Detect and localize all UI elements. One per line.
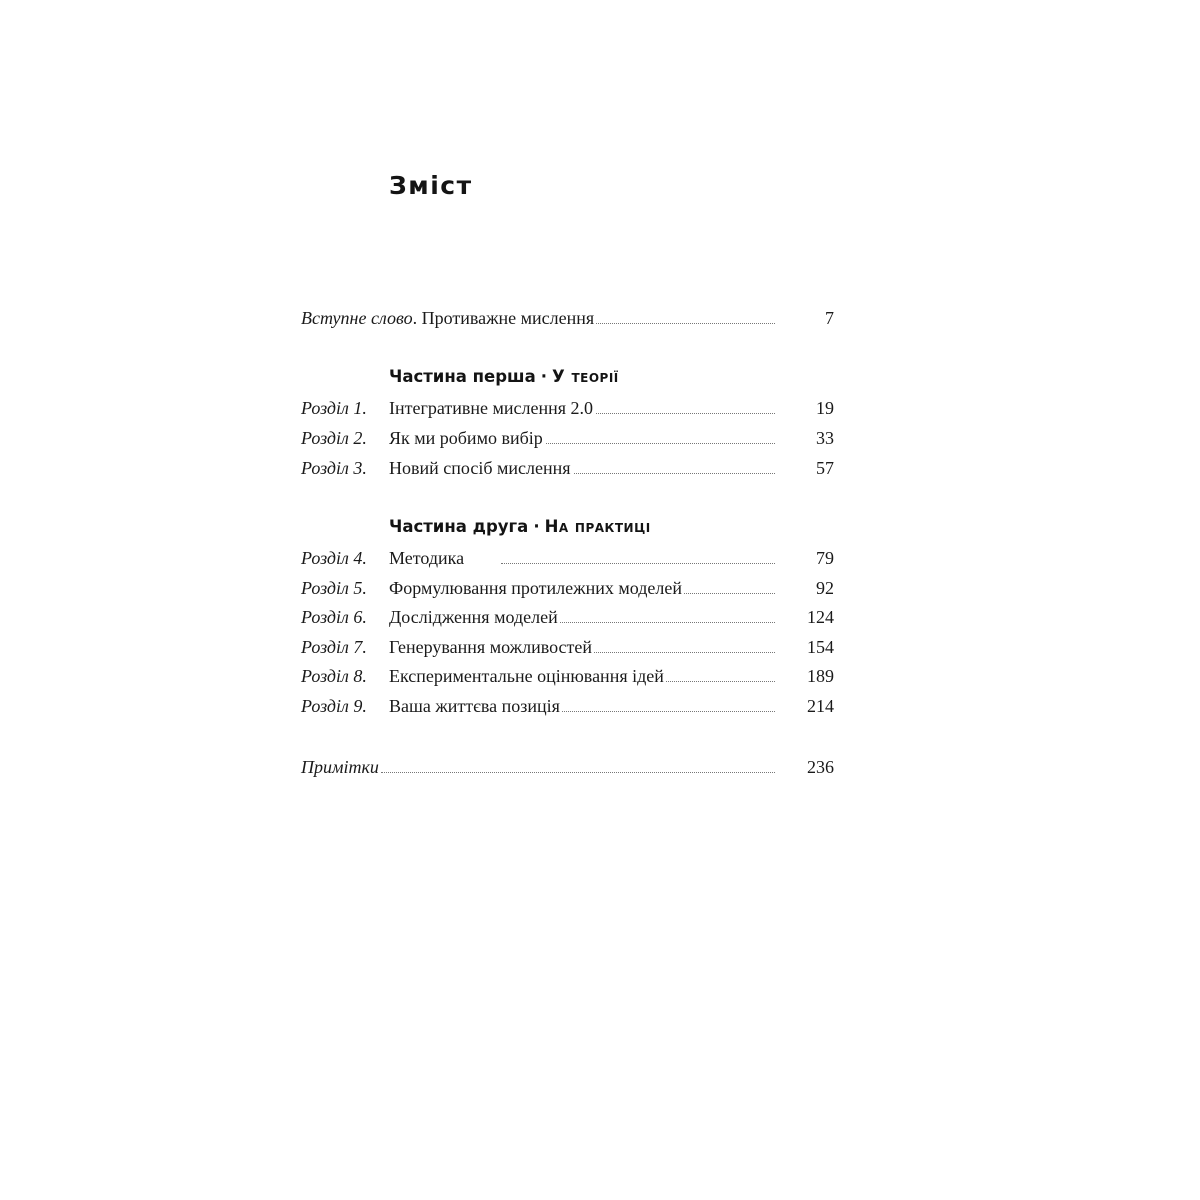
chapter-label: Розділ 3. (301, 458, 367, 478)
chapter-title: Інтегративне мислення 2.0 (389, 398, 594, 418)
part-heading-2 (389, 515, 651, 539)
toc-entry-chapter-9[interactable] (301, 694, 834, 718)
chapter-title: Як ми робимо вибір (389, 428, 543, 448)
page-number: 236 (807, 757, 834, 777)
chapter-title: Генерування можливостей (389, 637, 593, 657)
page-title: Зміст (389, 171, 473, 200)
part-subtitle: У теорії (552, 367, 619, 386)
page-number: 33 (816, 428, 834, 448)
toc-entry-notes[interactable] (301, 755, 834, 779)
toc-entry-chapter-1[interactable] (301, 396, 834, 420)
toc-entry-chapter-8[interactable] (301, 664, 834, 688)
toc-entry-chapter-2[interactable] (301, 426, 834, 450)
page-number: 57 (816, 458, 834, 478)
chapter-label: Розділ 1. (301, 398, 367, 418)
toc-entry-chapter-6[interactable] (301, 605, 834, 629)
notes-label: Примітки (301, 757, 379, 777)
toc-entry-chapter-3[interactable] (301, 456, 834, 480)
chapter-label: Розділ 9. (301, 696, 367, 716)
page-number: 214 (807, 696, 834, 716)
chapter-label: Розділ 2. (301, 428, 367, 448)
part-separator: · (533, 517, 540, 536)
toc-entry-chapter-7[interactable] (301, 635, 834, 659)
chapter-title: Методика (389, 548, 465, 568)
toc-entry-chapter-5[interactable] (301, 576, 834, 600)
part-heading-1 (389, 365, 619, 389)
chapter-label: Розділ 7. (301, 637, 367, 657)
chapter-label: Розділ 6. (301, 607, 367, 627)
chapter-label: Розділ 5. (301, 578, 367, 598)
page-number: 189 (807, 666, 834, 686)
chapter-title: Ваша життєва позиція (389, 696, 560, 716)
page-number: 154 (807, 637, 834, 657)
intro-text: . Противажне мислення (412, 308, 595, 328)
part-separator: · (540, 367, 547, 386)
page-number: 79 (816, 548, 834, 568)
chapter-label: Розділ 8. (301, 666, 367, 686)
page-number: 124 (807, 607, 834, 627)
page-number: 92 (816, 578, 834, 598)
chapter-title: Дослідження моделей (389, 607, 558, 627)
page-number: 7 (825, 308, 834, 328)
intro-lead: Вступне слово (301, 308, 413, 328)
toc-entry-chapter-4[interactable] (301, 546, 834, 570)
chapter-title: Експериментальне оцінювання ідей (389, 666, 664, 686)
page-number: 19 (816, 398, 834, 418)
part-label: Частина перша (389, 367, 536, 386)
part-label: Частина друга (389, 517, 529, 536)
chapter-title: Новий спосіб мислення (389, 458, 571, 478)
toc-entry-intro[interactable] (301, 306, 834, 330)
part-subtitle: На практиці (544, 517, 651, 536)
chapter-label: Розділ 4. (301, 548, 367, 568)
chapter-title: Формулювання протилежних моделей (389, 578, 682, 598)
